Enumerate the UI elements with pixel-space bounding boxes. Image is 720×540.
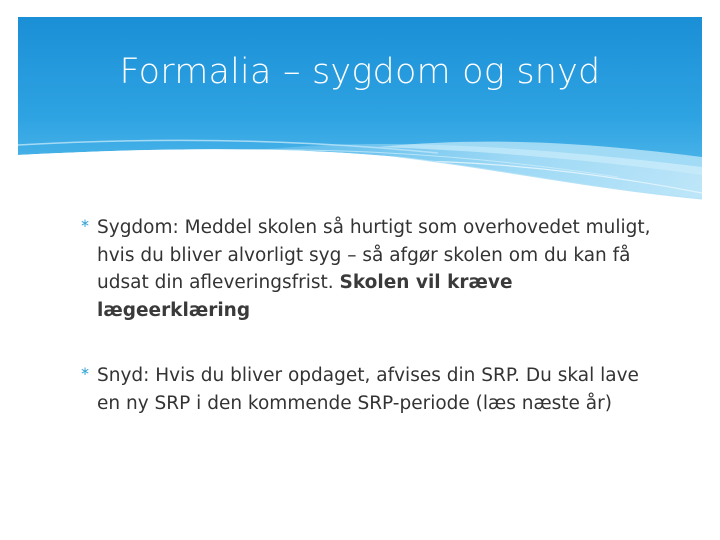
- bullet-body: Snyd: Hvis du bliver opdaget, afvises din SRP. Du skal lave en ny SRP i den kommende SRP-periode (læs næste år): [97, 365, 639, 414]
- asterisk-bullet-icon: ∗: [80, 364, 91, 378]
- slide-title: Formalia – sygdom og snyd: [119, 52, 601, 92]
- bullet-list: [80, 214, 660, 417]
- title-banner: [18, 17, 702, 202]
- bullet-text-sygdom: [97, 217, 651, 321]
- bullet-item-snyd: [80, 362, 660, 417]
- bullet-item-sygdom: [80, 214, 660, 324]
- bullet-emphasis: Skolen vil kræve lægeerklæring: [97, 272, 513, 321]
- bullet-text-snyd: [97, 365, 639, 414]
- asterisk-bullet-icon: ∗: [80, 216, 91, 230]
- bullet-body: Sygdom: Meddel skolen så hurtigt som overhovedet muligt, hvis du bliver alvorligt syg – så afgør skolen om du kan få udsat din afleveringsfrist.: [97, 217, 651, 293]
